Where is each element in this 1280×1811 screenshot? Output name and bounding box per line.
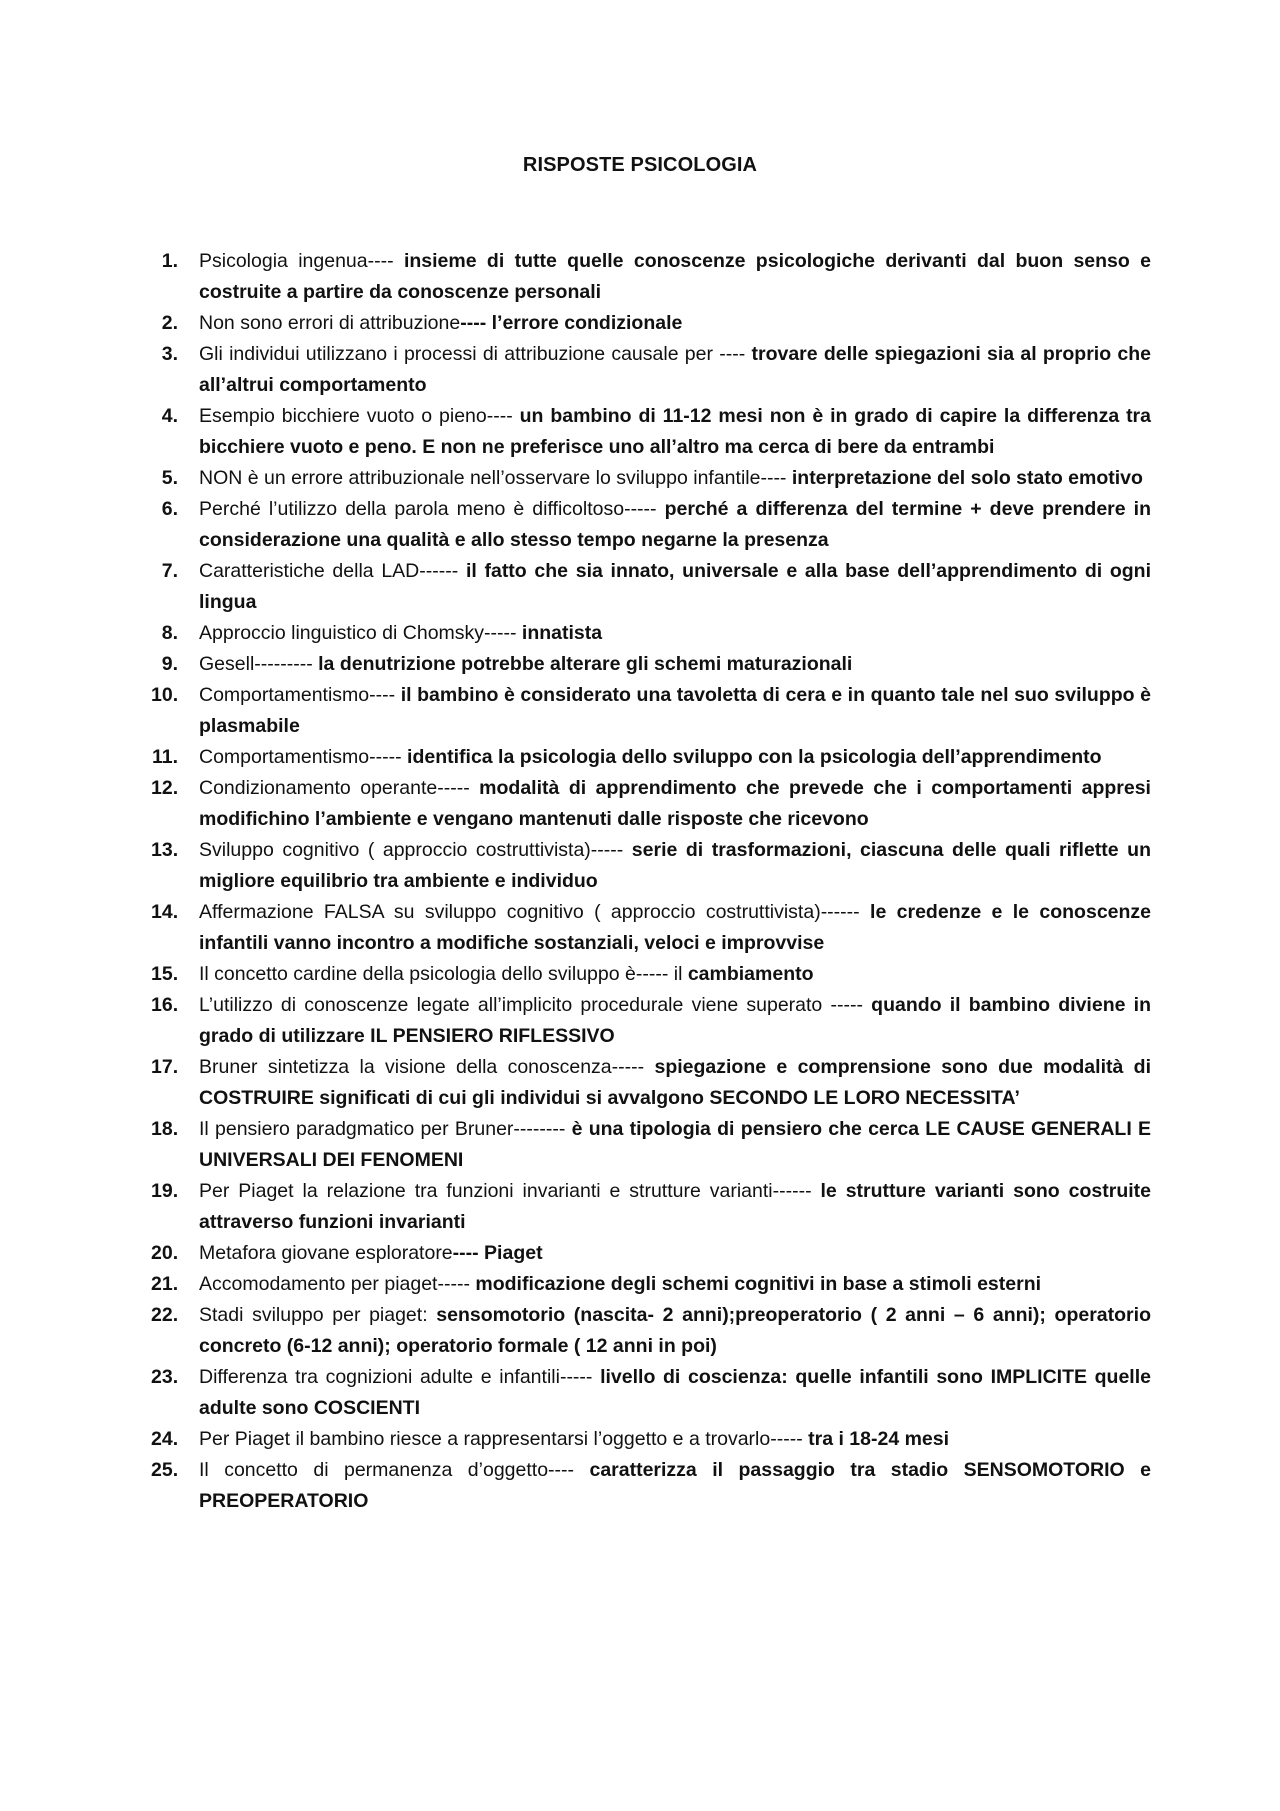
item-number: 4. (161, 405, 178, 427)
answer-item (151, 1269, 1151, 1300)
answer-item (151, 959, 1151, 990)
answer-text: cambiamento (687, 963, 814, 985)
answer-text: interpretazione del solo stato emotivo (791, 467, 1143, 489)
item-number: 2. (161, 312, 178, 334)
item-number: 24. (151, 1428, 179, 1450)
answer-item (151, 1300, 1151, 1362)
question-text: Non sono errori di attribuzione (199, 312, 461, 334)
item-number: 6. (161, 498, 178, 520)
question-text: Per Piaget la relazione tra funzioni invarianti e strutture varianti------ (199, 1180, 821, 1202)
item-number: 25. (151, 1459, 179, 1481)
question-text: Il concetto di permanenza d’oggetto---- (199, 1459, 590, 1481)
answer-item (151, 742, 1151, 773)
answer-text: le strutture varianti sono costruite attraverso funzioni invarianti (199, 1180, 1151, 1233)
answer-item (151, 308, 1151, 339)
item-number: 3. (161, 343, 178, 365)
item-number: 1. (161, 250, 178, 272)
item-number: 10. (151, 684, 179, 706)
document-title: RISPOSTE PSICOLOGIA (522, 154, 758, 176)
answer-text: le credenze e le conoscenze infantili vanno incontro a modifiche sostanziali, veloci e improvvise (199, 901, 1152, 954)
item-number: 7. (161, 560, 178, 582)
answer-item (151, 1424, 1151, 1455)
question-text: Metafora giovane esploratore (199, 1242, 453, 1264)
answer-item (151, 897, 1151, 959)
item-number: 12. (151, 777, 179, 799)
answer-text: quando il bambino diviene in grado di utilizzare IL PENSIERO RIFLESSIVO (199, 994, 1151, 1047)
answer-item (151, 246, 1151, 308)
item-number: 20. (151, 1242, 179, 1264)
question-text: Il pensiero paradgmatico per Bruner-------- (199, 1118, 572, 1140)
question-text: NON è un errore attribuzionale nell’osservare lo sviluppo infantile---- (199, 467, 792, 489)
answer-text: modalità di apprendimento che prevede che i comportamenti appresi modifichino l’ambiente e vengano mantenuti dalle risposte che ricevono (199, 777, 1151, 830)
answer-text: ---- l’errore condizionale (460, 312, 683, 334)
answer-item (151, 1238, 1151, 1269)
answer-text: caratterizza il passaggio tra stadio SENSOMOTORIO e PREOPERATORIO (199, 1459, 1151, 1512)
question-text: Caratteristiche della LAD------ (199, 560, 466, 582)
item-number: 14. (151, 901, 179, 923)
item-number: 18. (151, 1118, 179, 1140)
question-text: Accomodamento per piaget----- (199, 1273, 476, 1295)
answer-item (151, 1176, 1151, 1238)
question-text: Sviluppo cognitivo ( approccio costruttivista)----- (199, 839, 632, 861)
answer-item (151, 1052, 1151, 1114)
answer-item (151, 990, 1151, 1052)
question-text: Perché l’utilizzo della parola meno è difficoltoso----- (199, 498, 665, 520)
answer-item (151, 835, 1151, 897)
item-number: 11. (151, 746, 178, 768)
answer-text: modificazione degli schemi cognitivi in base a stimoli esterni (475, 1273, 1042, 1295)
question-text: Affermazione FALSA su sviluppo cognitivo ( approccio costruttivista)------ (199, 901, 871, 923)
item-number: 15. (151, 963, 179, 985)
answer-item (151, 773, 1151, 835)
answer-text: identifica la psicologia dello sviluppo con la psicologia dell’apprendimento (407, 746, 1102, 768)
answer-text: tra i 18-24 mesi (808, 1428, 950, 1450)
question-text: Approccio linguistico di Chomsky----- (199, 622, 522, 644)
answer-text: insieme di tutte quelle conoscenze psicologiche derivanti dal buon senso e costruite a partire da conoscenze personali (199, 250, 1151, 303)
question-text: Stadi sviluppo per piaget: (199, 1304, 437, 1326)
answer-text: perché a differenza del termine + deve prendere in considerazione una qualità e allo stesso tempo negarne la presenza (199, 498, 1151, 551)
item-number: 17. (151, 1056, 179, 1078)
answer-text: ---- Piaget (452, 1242, 543, 1264)
answer-item (151, 339, 1151, 401)
item-number: 22. (151, 1304, 179, 1326)
answer-item (151, 618, 1151, 649)
answer-text: è una tipologia di pensiero che cerca LE CAUSE GENERALI E UNIVERSALI DEI FENOMENI (199, 1118, 1151, 1171)
item-number: 19. (151, 1180, 179, 1202)
item-number: 9. (161, 653, 178, 675)
item-number: 5. (161, 467, 178, 489)
item-number: 23. (151, 1366, 179, 1388)
answer-text: sensomotorio (nascita- 2 anni);preoperatorio ( 2 anni – 6 anni); operatorio concreto (6-12 anni); operatorio formale ( 12 anni in poi) (199, 1304, 1151, 1357)
answers-list (151, 246, 1151, 1517)
item-number: 8. (161, 622, 178, 644)
question-text: Il concetto cardine della psicologia dello sviluppo è----- il (199, 963, 688, 985)
question-text: Gesell--------- (199, 653, 319, 675)
answer-text: serie di trasformazioni, ciascuna delle quali riflette un migliore equilibrio tra ambiente e individuo (199, 839, 1151, 892)
item-number: 13. (151, 839, 179, 861)
answer-text: innatista (521, 622, 603, 644)
question-text: Comportamentismo----- (199, 746, 408, 768)
answer-item (151, 494, 1151, 556)
answer-text: la denutrizione potrebbe alterare gli schemi maturazionali (318, 653, 853, 675)
answer-item (151, 649, 1151, 680)
answer-item (151, 1455, 1151, 1517)
answer-item (151, 463, 1151, 494)
question-text: Psicologia ingenua---- (199, 250, 404, 272)
answer-text: livello di coscienza: quelle infantili sono IMPLICITE quelle adulte sono COSCIENTI (199, 1366, 1151, 1419)
answer-text: il bambino è considerato una tavoletta di cera e in quanto tale nel suo sviluppo è plasmabile (199, 684, 1151, 737)
question-text: Gli individui utilizzano i processi di attribuzione causale per ---- (199, 343, 752, 365)
question-text: Comportamentismo---- (199, 684, 401, 706)
question-text: Esempio bicchiere vuoto o pieno---- (199, 405, 520, 427)
answer-item (151, 1114, 1151, 1176)
answer-text: spiegazione e comprensione sono due modalità di COSTRUIRE significati di cui gli individui si avvalgono SECONDO LE LORO NECESSITA’ (199, 1056, 1151, 1109)
answer-item (151, 556, 1151, 618)
question-text: Bruner sintetizza la visione della conoscenza----- (199, 1056, 655, 1078)
answer-text: il fatto che sia innato, universale e alla base dell’apprendimento di ogni lingua (199, 560, 1152, 613)
answer-item (151, 401, 1151, 463)
question-text: Condizionamento operante----- (199, 777, 480, 799)
answer-item (151, 1362, 1151, 1424)
answer-text: un bambino di 11-12 mesi non è in grado di capire la differenza tra bicchiere vuoto e peno. E non ne preferisce uno all’altro ma cerca di bere da entrambi (199, 405, 1151, 458)
item-number: 21. (151, 1273, 179, 1295)
question-text: Differenza tra cognizioni adulte e infantili----- (199, 1366, 601, 1388)
item-number: 16. (151, 994, 179, 1016)
answer-item (151, 680, 1151, 742)
answer-text: trovare delle spiegazioni sia al proprio che all’altrui comportamento (199, 343, 1151, 396)
question-text: L’utilizzo di conoscenze legate all’implicito procedurale viene superato ----- (199, 994, 872, 1016)
question-text: Per Piaget il bambino riesce a rappresentarsi l’oggetto e a trovarlo----- (199, 1428, 809, 1450)
